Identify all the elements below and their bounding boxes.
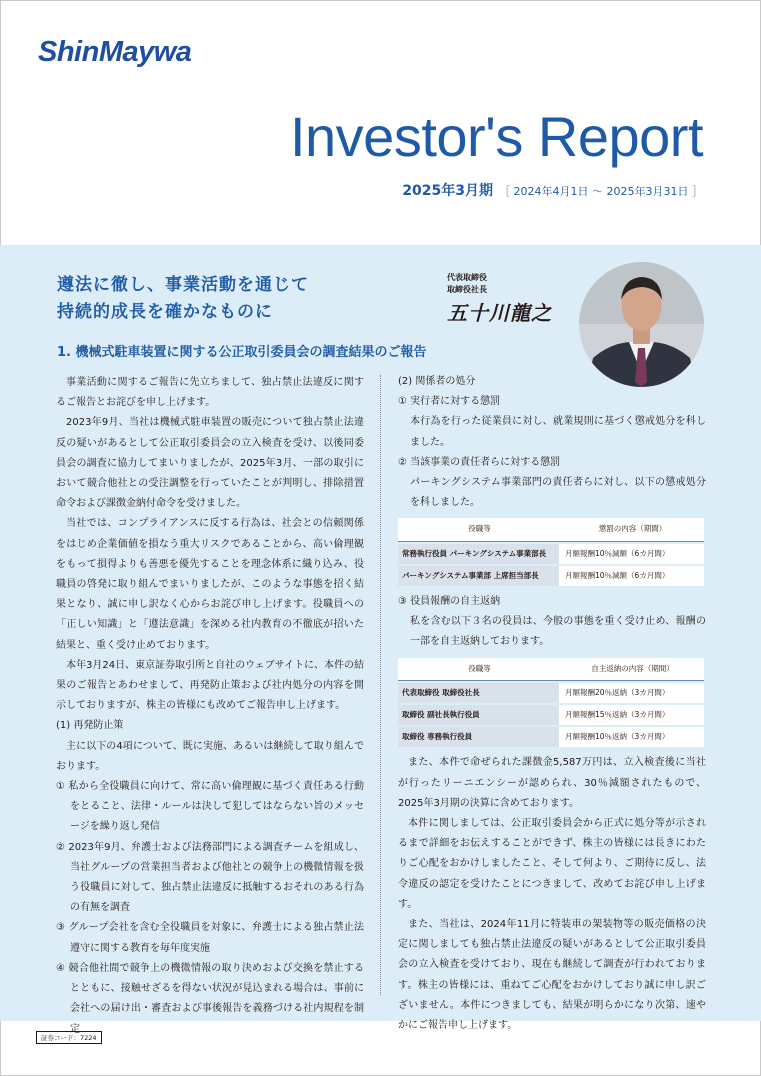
table-header-row	[398, 658, 704, 681]
right-column	[398, 372, 706, 1036]
fiscal-period	[402, 180, 703, 200]
table-row	[398, 566, 704, 586]
table-cell-content: 月額報酬10％減額（6カ月間）	[561, 566, 704, 586]
table-header-cell: 役職等	[398, 518, 561, 541]
column-divider	[380, 375, 381, 995]
headline-line-1: 遵法に徹し、事業活動を通じて	[57, 275, 309, 295]
prevention-item-2: ② 2023年9月、弁護士および法務部門による調査チームを組成し、当社グループの営業担当者および他社との競争上の機微情報を扱う役職員に対して、独占禁止法違反に抵触するおそれのある行為の有無を調査	[56, 841, 364, 914]
table-header-row	[398, 518, 704, 541]
table-row	[398, 727, 704, 747]
signature-role	[447, 272, 487, 296]
company-logo: ShinMaywa	[38, 36, 192, 68]
left-paragraph-4: 本年3月24日、東京証券取引所と自社のウェブサイトに、本件の結果のご報告とあわせまして、再発防止策および社内処分の内容を開示しておりますが、株主の皆様にも改めてご報告申し上げます。	[56, 659, 364, 712]
table-row	[398, 683, 704, 703]
fiscal-period-range: ［ 2024年4月1日 ～ 2025年3月31日 ］	[499, 185, 703, 198]
table-row	[398, 544, 704, 564]
left-paragraph-2: 2023年9月、当社は機械式駐車装置の販売について独占禁止法違反の疑いがあるとして公正取引委員会の立入検査を受け、以後同委員会の調査に協力してまいりましたが、2025年3月、一部の取引において競合他社との受注調整を行っていたことが判明し、排除措置命令および課徴金納付命令を受けました。	[56, 417, 364, 510]
table-cell-position: 常務執行役員 パーキングシステム事業部長	[398, 544, 561, 564]
disposition-sub-1: ① 実行者に対する懲罰	[398, 396, 501, 408]
disposition-sub-2-text: パーキングシステム事業部門の責任者らに対し、以下の懲戒処分を科しました。	[410, 477, 706, 509]
table-cell-content: 月額報酬15％返納（3カ月間）	[561, 705, 704, 725]
prevention-heading: (1) 再発防止策	[56, 720, 124, 732]
fiscal-period-main: 2025年3月期	[402, 183, 494, 199]
table-cell-content: 月額報酬10％減額（6カ月間）	[561, 544, 704, 564]
prevention-item-1: ① 私から全役職員に向けて、常に高い倫理観に基づく責任ある行動をとること、法律・ルールは決して犯してはならない旨のメッセージを繰り返し発信	[56, 781, 364, 833]
report-title: Investor's Report	[289, 105, 703, 168]
table-header-cell: 自主返納の内容（期間）	[561, 658, 704, 681]
president-portrait	[579, 262, 704, 387]
compensation-return-table	[398, 656, 704, 750]
signature-name: 五十川龍之	[447, 301, 552, 325]
table-cell-content: 月額報酬20％返納（3カ月間）	[561, 683, 704, 703]
prevention-item-4: ④ 競合他社間で競争上の機微情報の取り決めおよび交換を禁止するとともに、接触せざるを得ない状況が見込まれる場合は、事前に会社への届け出・審査および事後報告を義務づける社内規程を制定	[56, 962, 364, 1035]
disposition-sub-2: ② 当該事業の責任者らに対する懲罰	[398, 456, 561, 468]
prevention-intro: 主に以下の4項について、既に実施、あるいは継続して取り組んでおります。	[56, 740, 364, 772]
table-cell-position: 代表取締役 取締役社長	[398, 683, 561, 703]
table-cell-content: 月額報酬10％返納（3カ月間）	[561, 727, 704, 747]
table-header-cell: 役職等	[398, 658, 561, 681]
right-paragraph-3: また、当社は、2024年11月に特装車の架装物等の販売価格の決定に関しましても独占禁止法違反の疑いがあるとして公正取引委員会の立入検査を受けており、現在も継続して調査が行われております。株主の皆様には、重ねてご心配をおかけしており誠に申し訳ございません。本件につきましても、結果が明らかになり次第、速やかにご報告申し上げます。	[398, 919, 706, 1032]
table-cell-position: パーキングシステム事業部 上席担当部長	[398, 566, 561, 586]
section-1-title: 1. 機械式駐車装置に関する公正取引委員会の調査結果のご報告	[57, 345, 427, 360]
signature-role-1: 代表取締役	[447, 273, 487, 282]
headline	[57, 272, 309, 326]
disposition-sub-3: ③ 役員報酬の自主返納	[398, 596, 501, 608]
disposition-sub-1-text: 本行為を行った従業員に対し、就業規則に基づく懲戒処分を科しました。	[410, 416, 706, 448]
right-paragraph-2: 本件に関しましては、公正取引委員会から正式に処分等が示されるまで詳細をお伝えすることができず、株主の皆様には長きにわたりご心配をおかけしましたこと、そして何より、ご期待に反し、法令違反の認定を受けたことにつきまして、改めてお詫び申し上げます。	[398, 818, 706, 910]
table-header-cell: 懲罰の内容（期間）	[561, 518, 704, 541]
securities-code: 証券コード：7224	[36, 1031, 102, 1044]
signature-role-2: 取締役社長	[447, 285, 487, 294]
left-column	[56, 373, 364, 1040]
right-paragraph-1: また、本件で命ぜられた課徴金5,587万円は、立入検査後に当社が行ったリーニエンシーが認められ、30％減額されたもので、2025年3月期の決算に含めております。	[398, 757, 706, 809]
left-paragraph-3: 当社では、コンプライアンスに反する行為は、社会との信頼関係をはじめ企業価値を損なう重大リスクであることから、高い倫理観をもって損得よりも善悪を優先することを理念体系に織り込み、役職員の啓発に取り組んでまいりましたが、このような事態を招く結果となり、誠に申し訳なく心からお詫び申し上げます。役職員への「正しい知識」と「遵法意識」を深める社内教育の不徹底が招いた結果と、重く受け止めております。	[56, 518, 364, 651]
headline-line-2: 持続的成長を確かなものに	[57, 302, 273, 322]
disciplinary-table	[398, 516, 704, 588]
left-paragraph-1: 事業活動に関するご報告に先立ちまして、独占禁止法違反に関するご報告とお詫びを申し上げます。	[56, 377, 364, 409]
prevention-item-3: ③ グループ会社を含む全役職員を対象に、弁護士による独占禁止法遵守に関する教育を毎年度実施	[56, 922, 364, 954]
table-cell-position: 取締役 副社長執行役員	[398, 705, 561, 725]
table-cell-position: 取締役 専務執行役員	[398, 727, 561, 747]
disposition-heading: (2) 関係者の処分	[398, 376, 476, 387]
disposition-sub-3-text: 私を含む以下３名の役員は、今般の事態を重く受け止め、報酬の一部を自主返納しております。	[410, 616, 706, 648]
table-row	[398, 705, 704, 725]
